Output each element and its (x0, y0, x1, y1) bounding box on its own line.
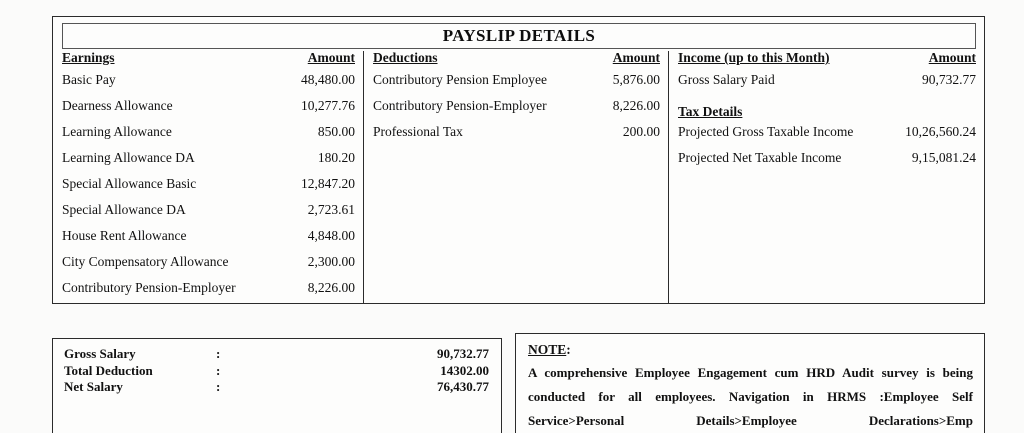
note-box (515, 333, 985, 433)
table-row (678, 151, 976, 177)
tax-amount: 9,15,081.24 (911, 150, 976, 165)
table-row (373, 99, 660, 125)
earnings-amount: 4,848.00 (307, 228, 355, 243)
tax-label: Projected Net Taxable Income (678, 150, 842, 165)
note-title: NOTE (528, 342, 567, 357)
deductions-amount: 8,226.00 (612, 98, 660, 113)
earnings-amount: 2,300.00 (307, 254, 355, 269)
table-row (62, 229, 355, 255)
deductions-header-row (373, 51, 660, 73)
table-row (62, 203, 355, 229)
summary-row-gross-salary (64, 346, 489, 363)
income-amount: 90,732.77 (922, 72, 976, 87)
summary-value: 76,430.77 (437, 379, 489, 394)
table-row (62, 99, 355, 125)
payslip-columns (53, 51, 984, 303)
income-header-row (678, 51, 976, 73)
earnings-label: City Compensatory Allowance (62, 254, 229, 269)
table-row (373, 73, 660, 99)
earnings-label: Special Allowance Basic (62, 176, 197, 191)
income-header-amount: Amount (928, 50, 976, 65)
tax-label: Projected Gross Taxable Income (678, 124, 854, 139)
earnings-header-row (62, 51, 355, 73)
earnings-label: Basic Pay (62, 72, 116, 87)
table-row (678, 125, 976, 151)
note-body-text: A comprehensive Employee Engagement cum HRD Audit survey is being conducted for all employees. Navigation in HRMS :Employee Self Service>Personal Details>Employee Declarations>Emp (528, 365, 973, 428)
table-row (62, 151, 355, 177)
page-title: PAYSLIP DETAILS (442, 26, 596, 45)
table-row (373, 125, 660, 151)
deductions-label: Contributory Pension Employee (373, 72, 547, 87)
income-label: Gross Salary Paid (678, 72, 775, 87)
earnings-amount: 10,277.76 (301, 98, 355, 113)
summary-label: Total Deduction (64, 362, 153, 378)
earnings-header-label: Earnings (62, 50, 115, 65)
summary-colon: : (216, 346, 221, 361)
table-row (678, 73, 976, 99)
note-heading (528, 340, 973, 360)
earnings-label: Contributory Pension-Employer (62, 280, 236, 295)
table-row (62, 255, 355, 281)
earnings-amount: 2,723.61 (307, 202, 355, 217)
earnings-column (53, 51, 363, 303)
payslip-details-table (52, 16, 985, 304)
earnings-amount: 12,847.20 (301, 176, 355, 191)
deductions-label: Professional Tax (373, 124, 463, 139)
earnings-header-amount: Amount (307, 50, 355, 65)
deductions-amount: 200.00 (622, 124, 660, 139)
earnings-label: Learning Allowance DA (62, 150, 195, 165)
table-row (62, 177, 355, 203)
earnings-label: House Rent Allowance (62, 228, 187, 243)
deductions-column (363, 51, 668, 303)
income-column (668, 51, 984, 303)
earnings-label: Learning Allowance (62, 124, 172, 139)
summary-label: Gross Salary (64, 346, 136, 361)
income-header-label: Income (up to this Month) (678, 50, 830, 65)
table-row (62, 73, 355, 99)
summary-label: Net Salary (64, 379, 123, 394)
earnings-amount: 48,480.00 (301, 72, 355, 87)
deductions-amount: 5,876.00 (612, 72, 660, 87)
summary-colon: : (216, 362, 221, 378)
summary-row-net-salary (64, 379, 489, 396)
salary-summary-box (52, 338, 502, 433)
earnings-label: Special Allowance DA (62, 202, 186, 217)
earnings-amount: 180.20 (317, 150, 355, 165)
tax-amount: 10,26,560.24 (905, 124, 976, 139)
summary-value: 14302.00 (440, 362, 489, 378)
deductions-header-amount: Amount (612, 50, 660, 65)
deductions-label: Contributory Pension-Employer (373, 98, 547, 113)
summary-colon: : (216, 379, 221, 394)
tax-details-header: Tax Details (678, 104, 743, 119)
earnings-label: Dearness Allowance (62, 98, 173, 113)
earnings-amount: 850.00 (317, 124, 355, 139)
earnings-amount: 8,226.00 (307, 280, 355, 295)
table-row (62, 281, 355, 307)
deductions-header-label: Deductions (373, 50, 438, 65)
summary-row-total-deduction (64, 363, 489, 380)
summary-value: 90,732.77 (437, 346, 489, 361)
table-row (62, 125, 355, 151)
payslip-title-box (62, 23, 976, 49)
note-title-colon: : (566, 342, 571, 357)
